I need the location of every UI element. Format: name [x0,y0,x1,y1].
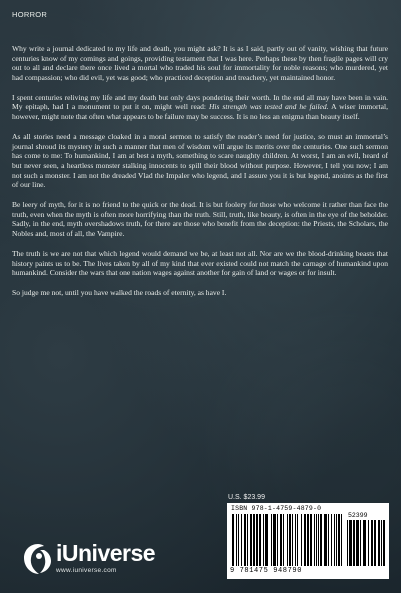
barcode-bar [347,520,348,566]
addon-number: 52399 [348,512,368,519]
barcode-bar [328,514,329,566]
barcode-bar [336,514,337,566]
barcode-bar [334,514,335,566]
paragraph-2-tail: A wiser immortal, however, might note that often what appears to be failure may be success. It is no less an enigma than beauty itself. [12,102,388,122]
barcode-bar [381,520,382,566]
barcode-bar [324,514,327,566]
publisher-name: iUniverse [56,540,156,566]
barcode-bar [378,520,380,566]
blurb [12,44,388,308]
iuniverse-swirl-icon [22,542,54,576]
barcode-bar [238,514,239,566]
isbn-label: ISBN 978-1-4759-4879-0 [231,505,322,512]
barcode-bar [374,520,376,566]
barcode-bar [371,520,373,566]
barcode-bar [241,514,242,566]
barcode-bar [316,514,317,566]
epitaph-italic: His strength was tested and he failed. [208,102,329,112]
barcode-bar [273,514,276,566]
barcode-bar [265,514,268,566]
barcode-bar [256,514,258,566]
barcode-bar [295,514,296,566]
barcode-bar [304,514,306,566]
barcode-bar [250,514,252,566]
addon-barcode-bars [347,520,385,566]
barcode-bar [271,514,272,566]
blurb-paragraph-1: Why write a journal dedicated to my life and death, you might ask? It is as I said, partly out of vanity, wishing that future centuries know of my comings and goings, providing testament that I was here. Perhaps these by then fragile pages will cry out to all and declare there once lived a mortal who traded his soul for immortality for noble reasons; who murdered, yet had compassion; who did evil, yet was good; who practiced deception and treachery, yet maintained honor. [12,44,388,82]
blurb-paragraph-4: Be leery of myth, for it is no friend to the quick or the dead. It is but foolery for those who welcome it rather than face the truth, even when the myth is often more horrifying than the truth. Still, truth, like beauty, is often in the eye of the beholder. Sadly, in the end, myth overshadows truth, for there are those who benefit from the deception: the Priests, the Scholars, the Nobles and, most of all, the Vampire. [12,200,388,238]
barcode-bar [301,514,302,566]
blurb-paragraph-3: As all stories need a message cloaked in a moral sermon to satisfy the reader’s need for justice, so must an immortal’s journal shroud its mystery in such a manner that men of wisdom will argue its merits over the centuries. One such sermon has come to me: To humankind, I am at best a myth, something to scare naughty children. At worst, I am an evil, heard of but never seen, a heartless monster stalking innocents to spill their blood without purpose. However, I tell you now; I am not such a monster. I am not the dreaded Vlad the Impaler who legend, and I assure you it is but legend, anoints as the first of our line. [12,132,388,190]
publisher-logo [22,540,172,580]
barcode-bar [307,514,309,566]
barcode-bar [363,520,366,566]
barcode-bar [292,514,293,566]
barcode-bar [289,514,291,566]
barcode-bar [310,514,312,566]
barcode [227,503,389,579]
barcode-bar [383,520,385,566]
paragraph-2-lead: I spent centuries reliving my life and my death but only days pondering their worth. In the end all may have been in vain. My epitaph, had I a monument to put it on, might well read: [12,92,388,112]
barcode-bar [244,514,246,566]
blurb-paragraph-6: So judge me not, until you have walked the roads of eternity, as have I. [12,288,227,298]
barcode-bar [283,514,284,566]
blurb-paragraph-5: The truth is we are not that which legend would demand we be, at least not all. Nor are we the blood-drinking beasts that history paints us to be. The lives taken by all of my kind that ever existed could not match the carnage of humankind upon humankind. Consider the wars that one nation wages against another for gain of land or wages or for insult. [12,249,388,278]
ean-digits: 9 781475 948790 [230,567,303,575]
barcode-bar [341,514,342,566]
barcode-bar [287,514,288,566]
barcode-bar [232,514,234,566]
barcode-bar [353,520,355,566]
blurb-paragraph-2 [12,93,388,122]
publisher-url: www.iuniverse.com [56,567,117,574]
barcode-bar [368,520,369,566]
ean-barcode-bars [232,514,344,566]
barcode-bar [280,514,282,566]
barcode-bar [331,514,332,566]
genre-label: HORROR [12,10,48,19]
barcode-bar [247,514,248,566]
barcode-bar [236,514,237,566]
barcode-bar [263,514,264,566]
barcode-bar [320,514,322,566]
barcode-bar [253,514,255,566]
price-label: U.S. $23.99 [228,494,265,501]
barcode-bar [349,520,352,566]
barcode-bar [259,514,261,566]
barcode-bar [318,514,319,566]
barcode-bar [277,514,278,566]
barcode-bar [314,514,315,566]
barcode-bar [338,514,340,566]
barcode-bar [297,514,298,566]
barcode-bar [356,520,359,566]
barcode-bar [360,520,361,566]
